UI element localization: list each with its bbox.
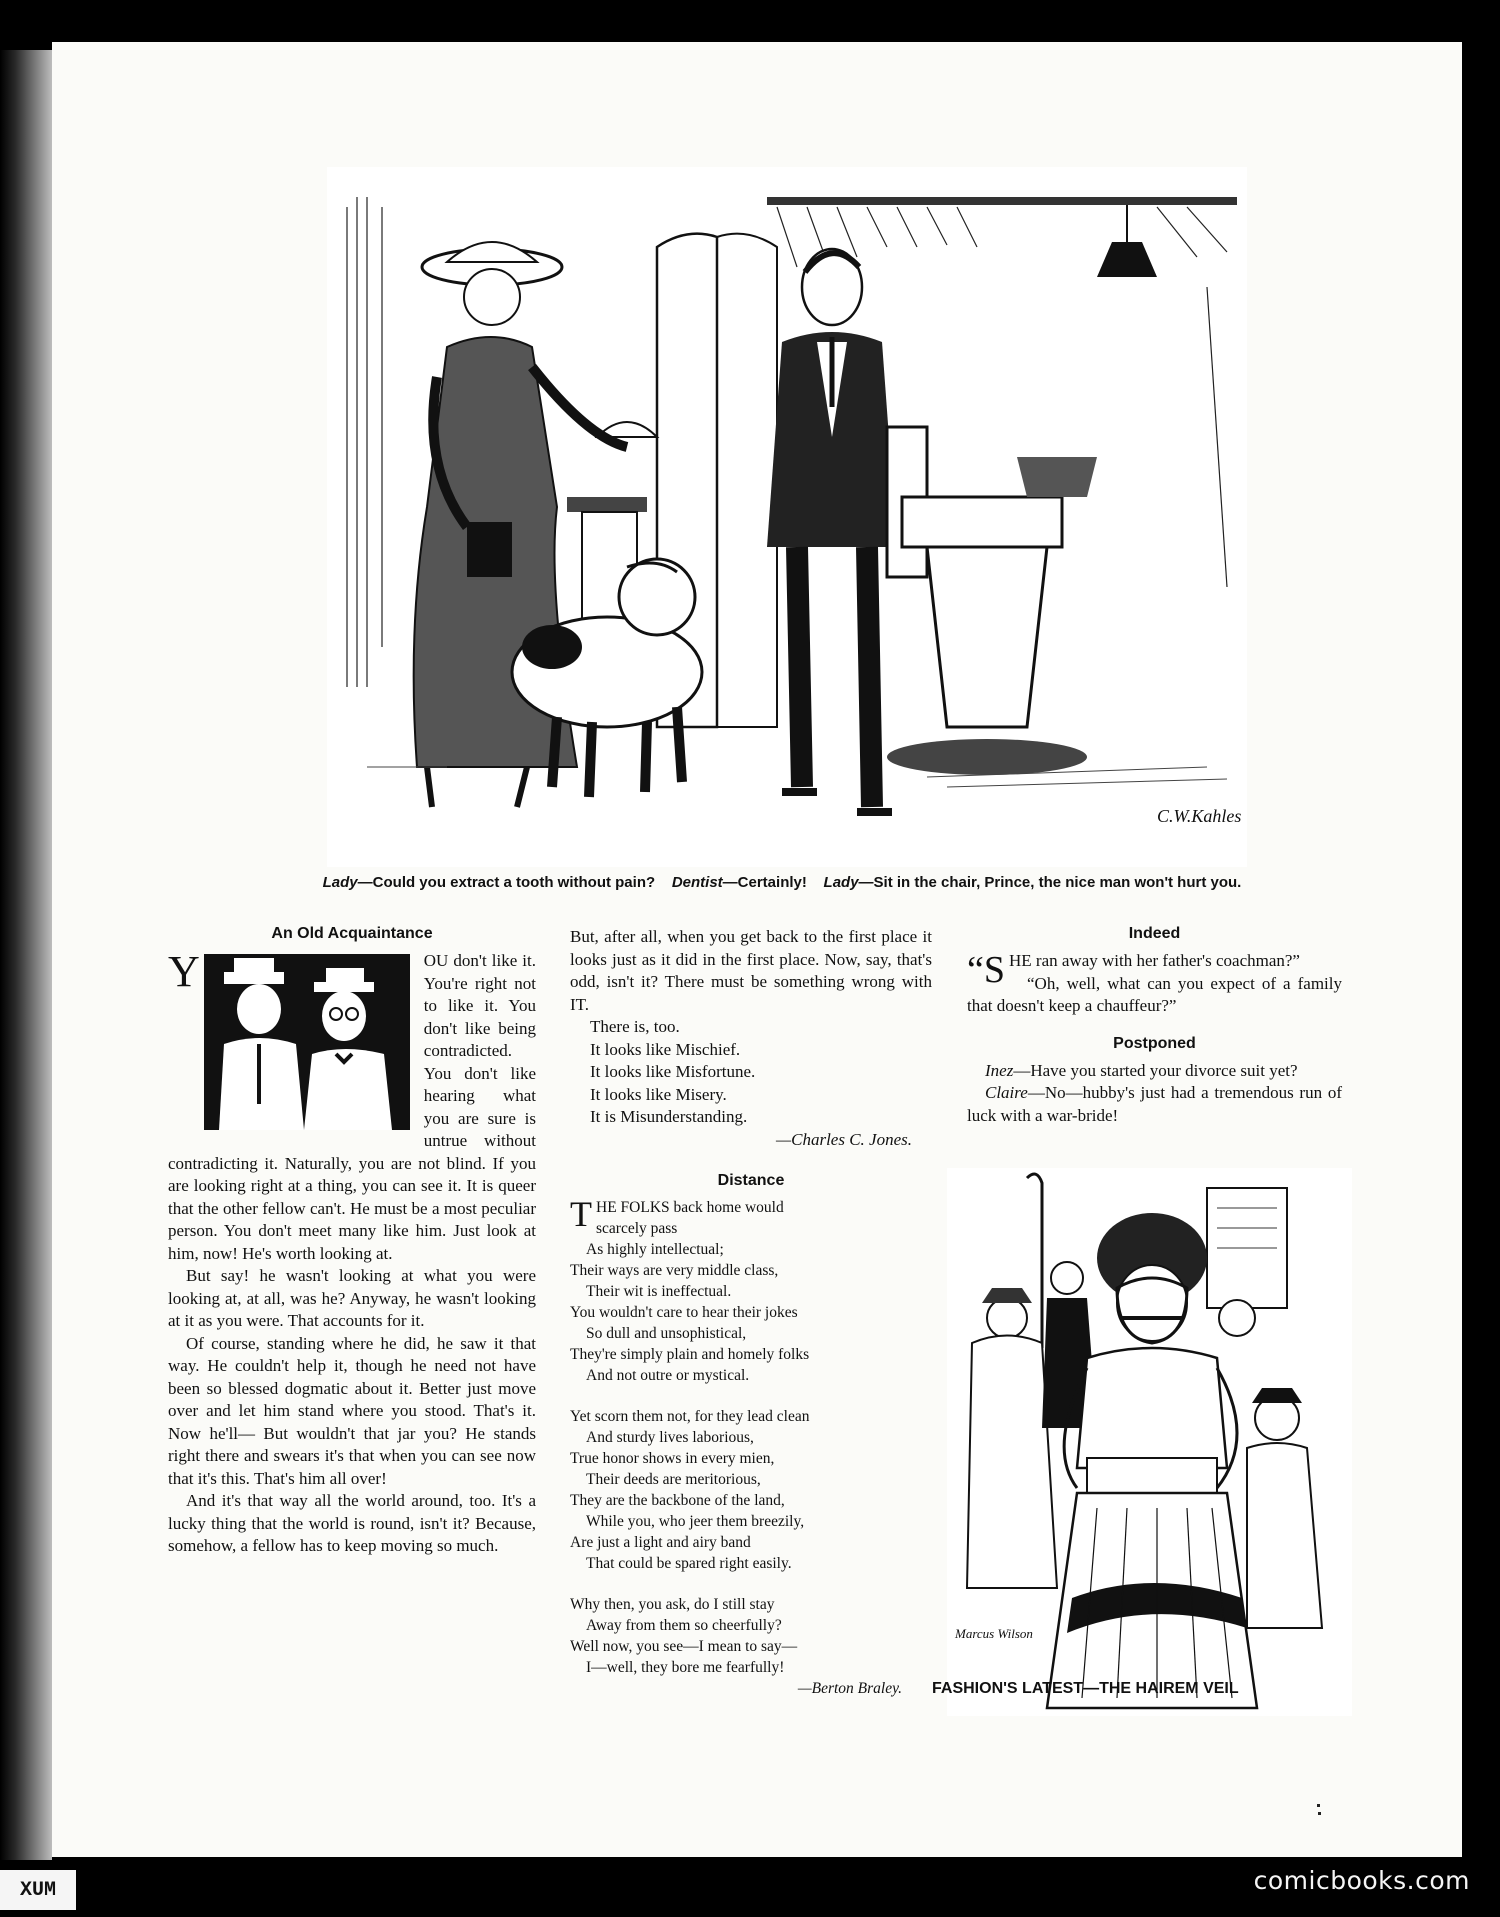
article-paragraph-1-text: OU don't like it. You're right not to like it. You don't like being contradicted. You don't like hearing what you are sure is untrue without contradicting it. Naturally, you are not blind. If you are looking right at a thing, you can see it. It is queer that the other fellow can't. He must be a most peculiar person. You don't meet many like him. Just look at him, now! He's worth looking at. <box>168 951 536 1263</box>
caption-speaker-dentist: Dentist <box>671 874 723 891</box>
list-line-3: It looks like Misfortune. <box>590 1062 756 1081</box>
magazine-page <box>52 42 1462 1857</box>
postponed-line-2 <box>967 1082 1342 1127</box>
poem-line: While you, who jeer them breezily, <box>586 1513 805 1530</box>
speaker-claire: Claire <box>985 1083 1028 1102</box>
caption-speaker-lady-2: Lady <box>823 874 859 891</box>
poem-line: Why then, you ask, do I still stay <box>570 1596 775 1613</box>
poem-line: So dull and unsophistical, <box>586 1325 747 1342</box>
article-paragraph-2: But say! he wasn't looking at what you were looking at, at all, was he? Anyway, he wasn't looking at it as you were. That accounts for it. <box>168 1266 536 1330</box>
caption-punchline: —Sit in the chair, Prince, the nice man won't hurt you. <box>858 874 1242 891</box>
list-line-2: It looks like Mischief. <box>590 1039 741 1059</box>
poem-line: You wouldn't care to hear their jokes <box>570 1304 798 1321</box>
drop-cap-t: T <box>570 1194 592 1234</box>
poem-title-distance: Distance <box>717 1172 785 1189</box>
title-postponed: Postponed <box>1113 1034 1196 1052</box>
postponed-line-1 <box>967 1060 1342 1083</box>
xum-tag: XUM <box>0 1870 76 1910</box>
misunderstanding-list <box>570 1016 932 1129</box>
top-cartoon-signature: C.W.Kahles <box>1157 806 1242 826</box>
list-line-1: There is, too. <box>590 1017 680 1036</box>
drop-quote-s: “S <box>967 949 1005 991</box>
article-paragraph-1 <box>168 947 536 1265</box>
poem-line: And sturdy lives laborious, <box>586 1429 754 1446</box>
poem-line: Are just a light and airy band <box>570 1534 751 1551</box>
caption-answer: —Certainly! <box>722 874 807 891</box>
poem-line: They're simply plain and homely folks <box>570 1346 810 1363</box>
hairem-veil-drawing <box>947 1168 1352 1716</box>
poem-line: I—well, they bore me fearfully! <box>586 1659 785 1676</box>
poem-distance <box>570 1194 932 1699</box>
poem-line: Their ways are very middle class, <box>570 1262 779 1279</box>
indeed-line-2: “Oh, well, what can you expect of a family that doesn't keep a chauffeur?” <box>967 973 1342 1015</box>
poem-line: Well now, you see—I mean to say— <box>570 1638 798 1655</box>
title-indeed: Indeed <box>1128 925 1181 942</box>
dentist-cartoon-drawing <box>327 167 1247 867</box>
poem-first-line: HE FOLKS back home would <box>596 1199 784 1216</box>
article-paragraph-4: And it's that way all the world around, too. It's a lucky thing that the world is round, isn't it? Because, somehow, a fellow has to keep moving so much. <box>168 1491 536 1555</box>
indeed-text-1: HE ran away with her father's coachman?” <box>1009 951 1300 970</box>
caption-speaker-lady: Lady <box>322 874 358 891</box>
drop-cap-y: Y <box>168 947 200 996</box>
article-continuation-paragraph: But, after all, when you get back to the first place it looks just as it did in the first place. Now, say, that's odd, isn't it? There must be something wrong with IT. <box>570 927 932 1014</box>
article-title-old-acquaintance: An Old Acquaintance <box>271 925 433 942</box>
column-right <box>967 922 1342 1127</box>
poem-line: Away from them so cheerfully? <box>586 1617 782 1634</box>
comicbooks-watermark[interactable]: comicbooks.com <box>1253 1866 1470 1895</box>
poem-line: As highly intellectual; <box>586 1241 724 1258</box>
hairem-veil-caption: FASHION'S LATEST—THE HAIREM VEIL <box>932 1680 1239 1697</box>
poem-line: And not outre or mystical. <box>586 1367 750 1384</box>
list-line-4: It looks like Misery. <box>590 1084 727 1104</box>
poem-line: Yet scorn them not, for they lead clean <box>570 1408 810 1425</box>
author-berton-braley: —Berton Braley. <box>797 1680 902 1697</box>
postponed-text-1: —Have you started your divorce suit yet? <box>1013 1060 1298 1080</box>
poem-line: scarcely pass <box>596 1220 678 1237</box>
poem-line: They are the backbone of the land, <box>570 1492 785 1509</box>
postponed-text-2: —No—hubby's just had a tremendous run of luck with a war-bride! <box>967 1083 1342 1125</box>
caption-question: —Could you extract a tooth without pain? <box>357 874 656 891</box>
poem-line: True honor shows in every mien, <box>570 1450 775 1467</box>
dentist-cartoon <box>327 167 1247 867</box>
binding-edge <box>0 50 52 1860</box>
speaker-inez: Inez <box>985 1060 1014 1080</box>
hairem-veil-cartoon <box>947 1168 1352 1716</box>
author-charles-jones: —Charles C. Jones. <box>776 1129 912 1149</box>
column-middle <box>570 926 932 1699</box>
bottom-cartoon-signature: Marcus Wilson <box>955 1626 1033 1641</box>
article-paragraph-3: Of course, standing where he did, he saw it that way. He couldn't help it, though he need not have been so blessed dogmatic about it. Better just move over and let him stand where you stood. That's it. Now he'll— But wouldn't that jar you? He stands right there and swears it's that when you can see now that it's this. That's him all over! <box>168 1333 536 1488</box>
list-line-5: It is Misunderstanding. <box>590 1107 748 1126</box>
poem-line: That could be spared right easily. <box>586 1555 792 1572</box>
column-left <box>168 922 536 1558</box>
top-cartoon-caption <box>242 874 1322 891</box>
indeed-line-1 <box>967 949 1342 991</box>
poem-line: Their deeds are meritorious, <box>586 1471 761 1488</box>
two-men-illustration <box>204 954 410 1130</box>
poem-line: Their wit is ineffectual. <box>586 1283 732 1300</box>
